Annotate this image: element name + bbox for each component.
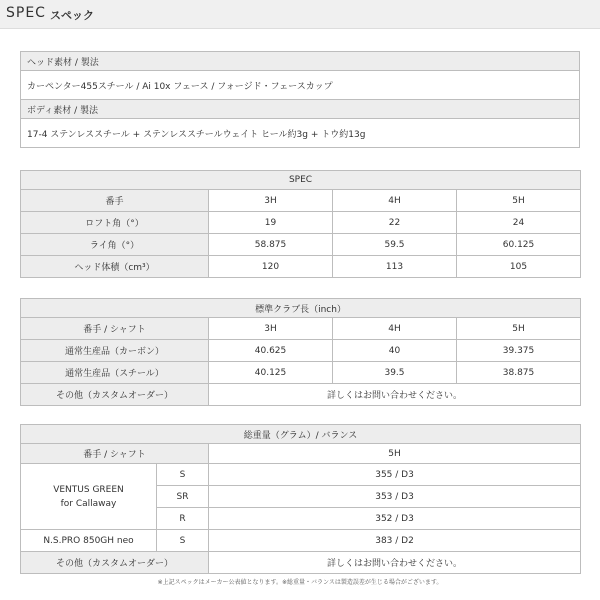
flex-cell: S — [157, 530, 209, 552]
table-row — [21, 530, 581, 552]
table-cell: 24 — [457, 212, 581, 234]
table-cell: 40.625 — [209, 340, 333, 362]
table-row — [21, 234, 581, 256]
table-row — [21, 384, 581, 406]
table-cell: 355 / D3 — [209, 464, 581, 486]
table-cell: 40.125 — [209, 362, 333, 384]
spec-header-cell: 3H — [209, 190, 333, 212]
weight-balance-table — [20, 424, 581, 574]
spec-header-cell: 4H — [333, 190, 457, 212]
length-header-cell: 3H — [209, 318, 333, 340]
table-row — [21, 340, 581, 362]
table-cell: 39.375 — [457, 340, 581, 362]
materials-table — [20, 51, 580, 148]
table-cell: 353 / D3 — [209, 486, 581, 508]
table-cell: 39.5 — [333, 362, 457, 384]
table-row — [21, 256, 581, 278]
row-label: ロフト角（°） — [21, 212, 209, 234]
flex-cell: R — [157, 508, 209, 530]
spec-header-cell: 5H — [457, 190, 581, 212]
table-cell: 120 — [209, 256, 333, 278]
section-header — [0, 0, 600, 29]
shaft-name — [21, 464, 157, 530]
shaft-name-line: for Callaway — [60, 498, 117, 509]
table-cell: 105 — [457, 256, 581, 278]
head-material-label: ヘッド素材 / 製法 — [21, 52, 580, 71]
row-label: ライ角（°） — [21, 234, 209, 256]
table-row — [21, 464, 581, 486]
table-cell: 60.125 — [457, 234, 581, 256]
row-label: 通常生産品（カーボン） — [21, 340, 209, 362]
row-label: その他（カスタムオーダー） — [21, 552, 209, 574]
body-material-value: 17-4 ステンレススチール + ステンレススチールウェイト ヒール約3g + トウ約13g — [21, 119, 580, 148]
length-header-cell: 5H — [457, 318, 581, 340]
club-length-table — [20, 298, 581, 406]
body-material-label: ボディ素材 / 製法 — [21, 100, 580, 119]
footnote: ※上記スペックはメーカー公表値となります。※総重量・バランスは製造誤差が生じる場合がございます。 — [157, 579, 443, 586]
table-cell: 352 / D3 — [209, 508, 581, 530]
table-cell: 59.5 — [333, 234, 457, 256]
section-title-en: SPEC — [6, 5, 46, 21]
table-cell: 詳しくはお問い合わせください。 — [209, 384, 581, 406]
table-cell: 19 — [209, 212, 333, 234]
table-cell: 詳しくはお問い合わせください。 — [209, 552, 581, 574]
length-table-title: 標準クラブ長（inch） — [21, 299, 581, 318]
shaft-name-line: VENTUS GREEN — [53, 484, 124, 495]
row-label: ヘッド体積（cm³） — [21, 256, 209, 278]
table-cell: 38.875 — [457, 362, 581, 384]
head-material-value: カーペンター455スチール / Ai 10x フェース / フォージド・フェースカップ — [21, 71, 580, 100]
flex-cell: SR — [157, 486, 209, 508]
table-cell: 113 — [333, 256, 457, 278]
row-label: 通常生産品（スチール） — [21, 362, 209, 384]
weight-header-col: 5H — [209, 444, 581, 464]
table-row — [21, 212, 581, 234]
length-header-cell: 4H — [333, 318, 457, 340]
table-cell: 383 / D2 — [209, 530, 581, 552]
length-header-cell: 番手 / シャフト — [21, 318, 209, 340]
table-cell: 22 — [333, 212, 457, 234]
spec-table — [20, 170, 581, 278]
row-label: その他（カスタムオーダー） — [21, 384, 209, 406]
spec-table-title: SPEC — [21, 171, 581, 190]
table-row — [21, 362, 581, 384]
weight-table-title: 総重量（グラム）/ バランス — [21, 425, 581, 444]
table-cell: 58.875 — [209, 234, 333, 256]
flex-cell: S — [157, 464, 209, 486]
table-row — [21, 552, 581, 574]
spec-header-cell: 番手 — [21, 190, 209, 212]
section-title-jp: スペック — [50, 9, 94, 22]
weight-header-label: 番手 / シャフト — [21, 444, 209, 464]
shaft-name: N.S.PRO 850GH neo — [21, 530, 157, 552]
table-cell: 40 — [333, 340, 457, 362]
